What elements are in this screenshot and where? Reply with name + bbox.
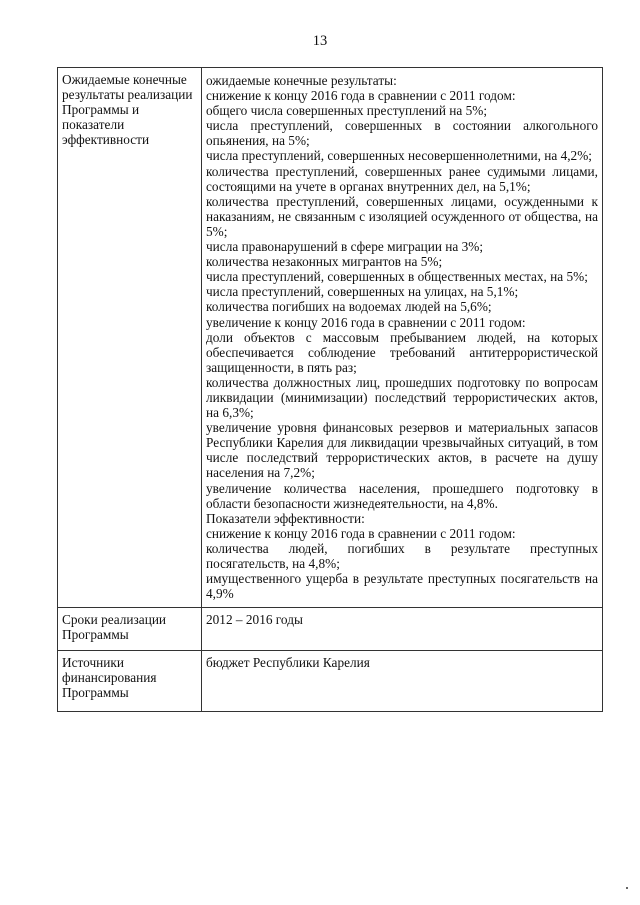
page-number: 13 [312,33,328,49]
results-paragraph: числа преступлений, совершенных несовершеннолетними, на 4,2%; [206,148,592,164]
results-paragraph: количества людей, погибших в результате преступных посягательств, на 4,8%; [206,540,598,571]
table-row [58,68,603,608]
results-paragraph: снижение к концу 2016 года в сравнении с 2011 годом: [206,88,516,104]
results-paragraph: снижение к концу 2016 года в сравнении с 2011 годом: [206,525,516,541]
results-paragraph: количества преступлений, совершенных лицами, осужденными к наказаниям, не связанным с изоляцией осужденного от общества, на 5%; [206,193,598,239]
results-paragraph: имущественного ущерба в результате преступных посягательств на 4,9% [206,571,598,602]
results-paragraph: количества незаконных мигрантов на 5%; [206,254,443,270]
scan-dot [626,887,628,889]
results-paragraph: количества преступлений, совершенных ранее судимыми лицами, состоящими на учете в органах внутренних дел, на 5,1%; [206,163,598,194]
results-paragraph: увеличение количества населения, прошедшего подготовку в области безопасности жизнедеятельности, на 4,8%. [206,480,598,511]
results-paragraph: числа правонарушений в сфере миграции на 3%; [206,239,484,255]
results-paragraph: увеличение к концу 2016 года в сравнении с 2011 годом: [206,314,526,330]
results-paragraph: числа преступлений, совершенных на улицах, на 5,1%; [206,284,519,300]
results-paragraph: числа преступлений, совершенных в состоянии алкогольного опьянения, на 5%; [206,118,598,149]
funding-sources-value: бюджет Республики Карелия [202,651,603,712]
program-passport-table [57,67,603,712]
results-paragraph: общего числа совершенных преступлений на 5%; [206,103,488,119]
results-paragraph: увеличение уровня финансовых резервов и материальных запасов Республики Карелия для ликвидации чрезвычайных ситуаций, в том числе последствий террористических актов, в расчете на душу населения на 7,2%; [206,420,598,481]
results-paragraph: числа преступлений, совершенных в общественных местах, на 5%; [206,269,588,285]
results-paragraph: доли объектов с массовым пребыванием людей, на которых обеспечивается соблюдение требований антитеррористической защищенности, в пять раз; [206,329,598,375]
row-label-terms: Сроки реализации Программы [58,608,202,651]
expected-results-cell [202,68,603,608]
results-paragraph: количества погибших на водоемах людей на 5,6%; [206,299,492,315]
row-label-expected-results: Ожидаемые конечные результаты реализации Программы и показатели эффективности [58,68,202,608]
table-row [58,651,603,712]
efficiency-heading: Показатели эффективности: [206,510,365,526]
results-paragraph: ожидаемые конечные результаты: [206,73,397,88]
terms-value: 2012 – 2016 годы [202,608,603,651]
results-paragraph: количества должностных лиц, прошедших подготовку по вопросам ликвидации (минимизации) последствий террористических актов, на 6,3%; [206,374,598,421]
row-label-funding-sources: Источники финансирования Программы [58,651,202,712]
table-row [58,608,603,651]
